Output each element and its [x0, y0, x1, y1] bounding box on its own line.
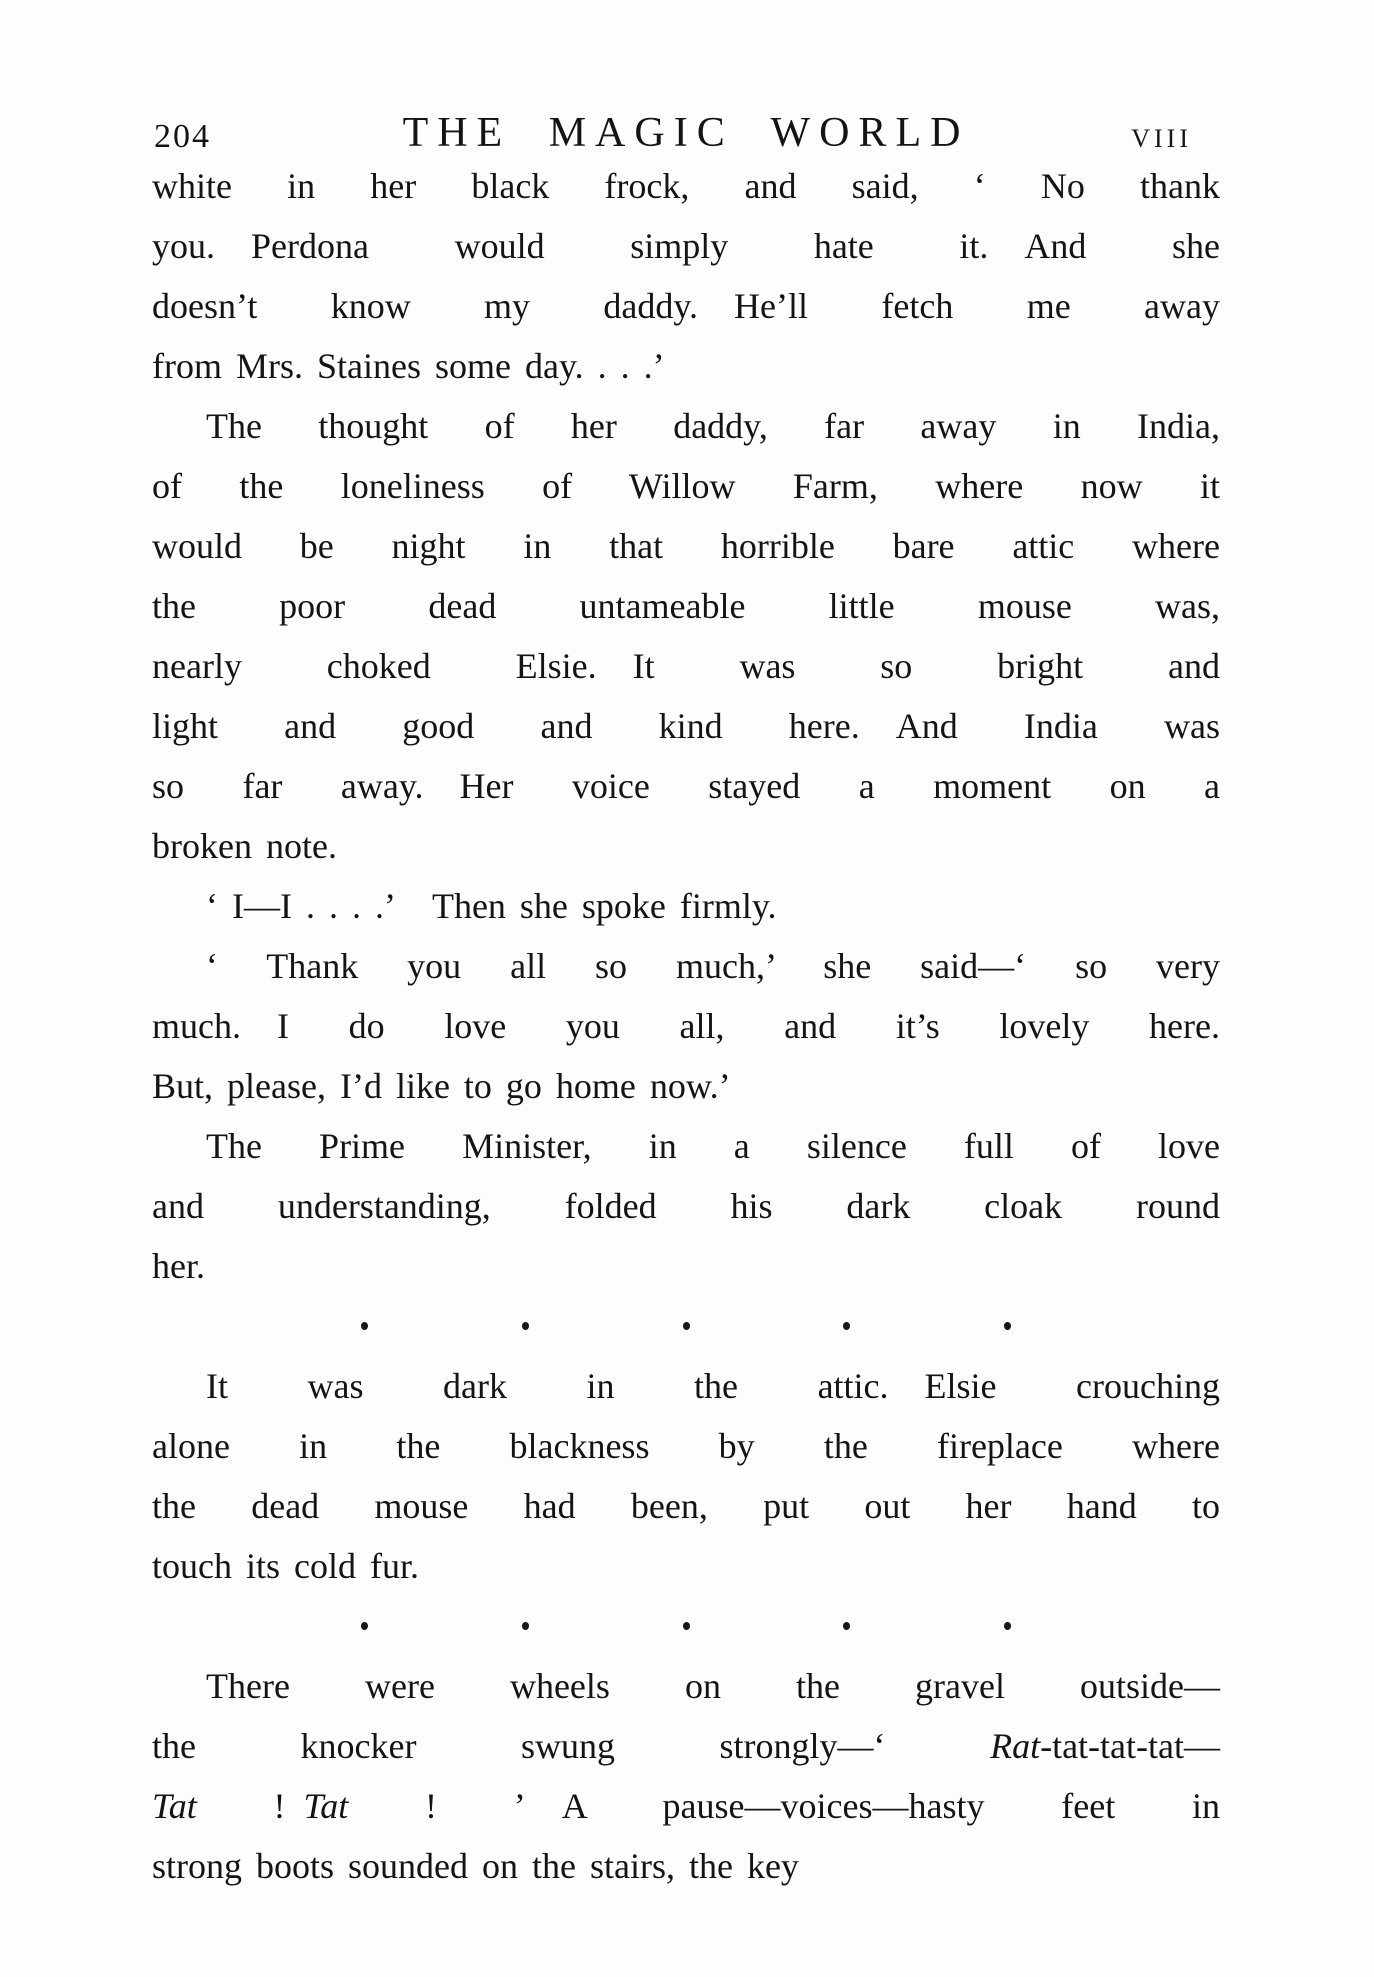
text-line: ‘ Thank you all so much,’ she said—‘ so very — [206, 946, 1220, 986]
paragraph-3 — [152, 876, 1220, 936]
text-line — [152, 1716, 1220, 1776]
paragraph-1 — [152, 156, 1220, 396]
text-line: her. — [152, 1246, 205, 1286]
text-line: and understanding, folded his dark cloak round — [152, 1186, 1220, 1226]
text-line: so far away. Her voice stayed a moment on a — [152, 766, 1220, 806]
text-line: The Prime Minister, in a silence full of love — [206, 1126, 1220, 1166]
separator-dot — [1004, 1322, 1011, 1330]
separator-dot — [843, 1322, 850, 1330]
text-line: But, please, I’d like to go home now.’ — [152, 1066, 731, 1106]
separator-dot — [843, 1622, 850, 1630]
text-line: you. Perdona would simply hate it. And she — [152, 226, 1220, 266]
page-number: 204 — [154, 118, 211, 155]
text-line: broken note. — [152, 826, 337, 866]
text-segment-italic: Tat — [152, 1786, 197, 1826]
text-line: white in her black frock, and said, ‘ No thank — [152, 166, 1220, 206]
paragraph-5 — [152, 1116, 1220, 1296]
text-segment: -tat-tat-tat— — [1040, 1726, 1220, 1766]
text-line: of the loneliness of Willow Farm, where now it — [152, 466, 1220, 506]
separator-dot — [522, 1622, 529, 1630]
text-line: would be night in that horrible bare attic where — [152, 526, 1220, 566]
text-segment-italic: Rat — [990, 1726, 1041, 1766]
text-line: alone in the blackness by the fireplace where — [152, 1426, 1220, 1466]
text-segment: ! ’ A pause—voices—hasty feet in — [348, 1786, 1220, 1826]
text-line: doesn’t know my daddy. He’ll fetch me away — [152, 286, 1220, 326]
chapter-number: VIII — [1131, 124, 1192, 153]
separator-dot — [361, 1622, 368, 1630]
paragraph-7 — [152, 1656, 1220, 1896]
text-line: The thought of her daddy, far away in India, — [206, 406, 1220, 446]
text-segment: ! — [196, 1786, 304, 1826]
text-segment: the knocker swung strongly—‘ — [152, 1726, 991, 1766]
separator-dot — [522, 1322, 529, 1330]
text-line: the dead mouse had been, put out her hand to — [152, 1486, 1220, 1526]
page-header — [152, 96, 1220, 154]
text-line: the poor dead untameable little mouse was, — [152, 586, 1220, 626]
text-line: strong boots sounded on the stairs, the key — [152, 1846, 799, 1886]
text-line: light and good and kind here. And India was — [152, 706, 1220, 746]
separator-dot — [683, 1322, 690, 1330]
separator-dot — [361, 1322, 368, 1330]
text-line: touch its cold fur. — [152, 1546, 419, 1586]
paragraph-6 — [152, 1356, 1220, 1596]
section-break-dots — [361, 1296, 1011, 1356]
page-text — [152, 156, 1220, 1896]
text-segment-italic: Tat — [303, 1786, 349, 1826]
paragraph-4 — [152, 936, 1220, 1116]
text-line: much. I do love you all, and it’s lovely here. — [152, 1006, 1220, 1046]
text-line — [152, 1776, 1220, 1836]
text-line: ‘ I—I . . . .’ Then she spoke firmly. — [206, 886, 777, 926]
text-line: It was dark in the attic. Elsie crouching — [206, 1366, 1220, 1406]
paragraph-2 — [152, 396, 1220, 876]
separator-dot — [1004, 1622, 1011, 1630]
separator-dot — [683, 1622, 690, 1630]
text-line: from Mrs. Staines some day. . . .’ — [152, 346, 665, 386]
text-line: There were wheels on the gravel outside— — [206, 1666, 1220, 1706]
section-break-dots — [361, 1596, 1011, 1656]
running-title: THE MAGIC WORLD — [402, 110, 970, 156]
text-line: nearly choked Elsie. It was so bright and — [152, 646, 1220, 686]
